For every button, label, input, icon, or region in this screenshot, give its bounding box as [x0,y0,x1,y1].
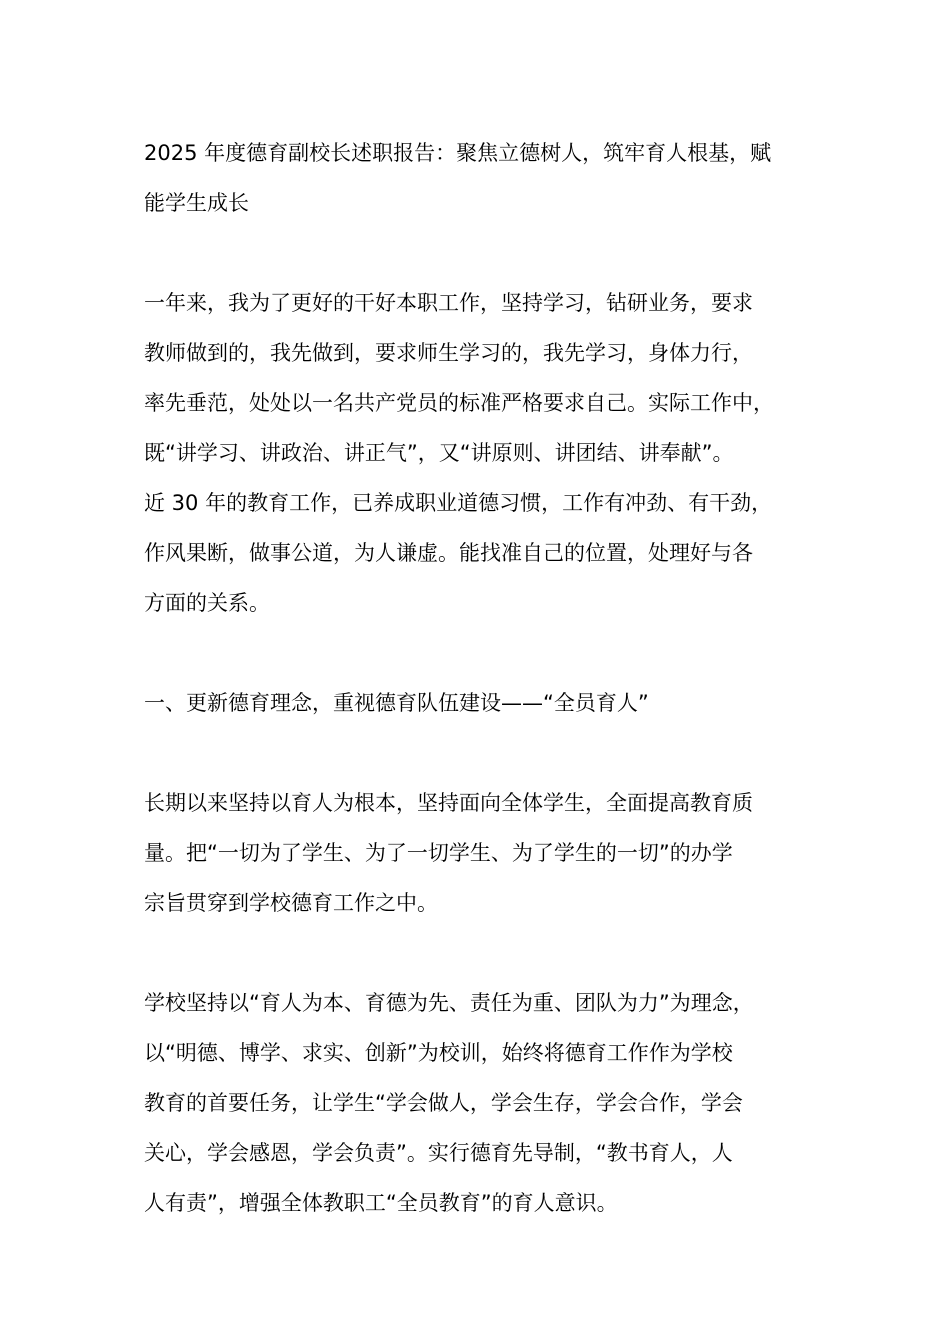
text-line: 作风果断，做事公道，为人谦虚。能找准自己的位置，处理好与各 [144,541,753,565]
section-heading [144,678,830,728]
text-line: 近 30 年的教育工作，已养成职业道德习惯，工作有冲劲、有干劲， [144,491,773,515]
body-paragraph-1 [144,778,830,928]
document-body [144,128,830,1228]
intro-paragraph [144,278,830,628]
body-paragraph-2 [144,978,830,1228]
text-line: 宗旨贯穿到学校德育工作之中。 [144,891,438,915]
text-line: 一年来，我为了更好的干好本职工作，坚持学习，钻研业务，要求 [144,291,753,315]
text-line: 教育的首要任务，让学生“学会做人，学会生存，学会合作，学会 [144,1091,743,1115]
text-line: 长期以来坚持以育人为根本，坚持面向全体学生，全面提高教育质 [144,791,753,815]
heading-line: 一、更新德育理念，重视德育队伍建设——“全员育人” [144,691,649,715]
text-line: 方面的关系。 [144,591,270,615]
text-line: 既“讲学习、讲政治、讲正气”，又“讲原则、讲团结、讲奉献”。 [144,441,734,465]
text-line: 率先垂范，处处以一名共产党员的标准严格要求自己。实际工作中， [144,391,774,415]
title-line: 能学生成长 [144,191,249,215]
text-line: 人有责”，增强全体教职工“全员教育”的育人意识。 [144,1191,618,1215]
text-line: 量。把“一切为了学生、为了一切学生、为了学生的一切”的办学 [144,841,733,865]
text-line: 关心，学会感恩，学会负责”。实行德育先导制，“教书育人，人 [144,1141,733,1165]
title-line: 2025 年度德育副校长述职报告：聚焦立德树人，筑牢育人根基，赋 [144,141,772,165]
document-title [144,128,830,228]
text-line: 以“明德、博学、求实、创新”为校训，始终将德育工作作为学校 [144,1041,733,1065]
text-line: 学校坚持以“育人为本、育德为先、责任为重、团队为力”为理念， [144,991,754,1015]
text-line: 教师做到的，我先做到，要求师生学习的，我先学习，身体力行， [144,341,753,365]
